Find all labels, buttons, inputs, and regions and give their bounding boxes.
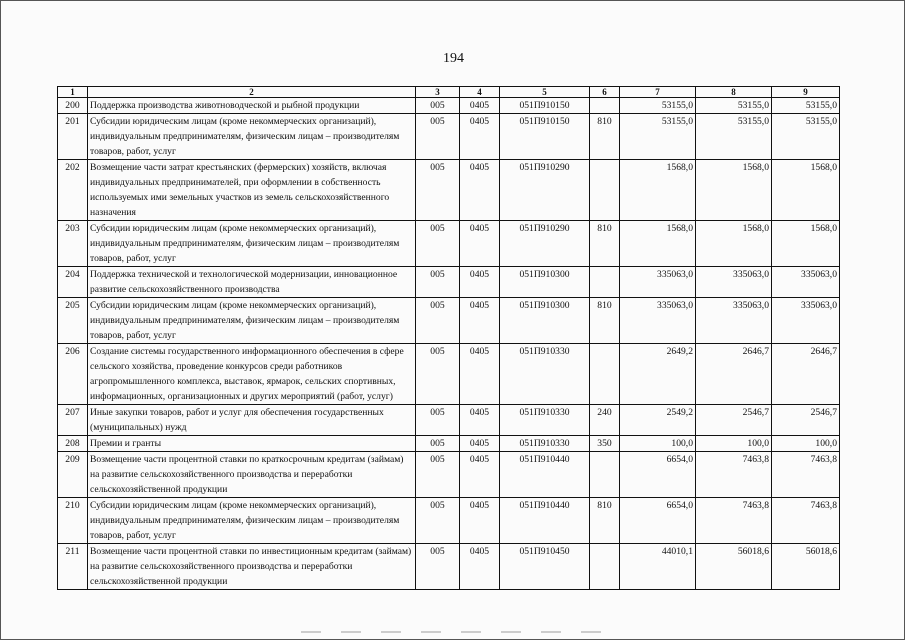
section-code-cell: 0405: [460, 452, 500, 498]
ministry-code-cell: 005: [416, 114, 460, 160]
target-article-cell: 051П910330: [500, 405, 590, 436]
section-code-cell: 0405: [460, 221, 500, 267]
section-code-cell: 0405: [460, 405, 500, 436]
table-row: [58, 267, 840, 298]
amount-col9-cell: 335063,0: [772, 267, 840, 298]
ministry-code-cell: 005: [416, 544, 460, 590]
table-row: [58, 452, 840, 498]
expense-type-cell: 240: [590, 405, 620, 436]
amount-col8-cell: 335063,0: [696, 298, 772, 344]
amount-col7-cell: 2549,2: [620, 405, 696, 436]
table-row: [58, 344, 840, 405]
description-cell: Иные закупки товаров, работ и услуг для обеспечения государственных (муниципальных) нужд: [88, 405, 416, 436]
amount-col7-cell: 335063,0: [620, 267, 696, 298]
amount-col7-cell: 1568,0: [620, 221, 696, 267]
expense-type-cell: 810: [590, 498, 620, 544]
amount-col7-cell: 53155,0: [620, 98, 696, 114]
row-number-cell: 205: [58, 298, 88, 344]
target-article-cell: 051П910440: [500, 452, 590, 498]
table-row: [58, 405, 840, 436]
amount-col9-cell: 1568,0: [772, 160, 840, 221]
ministry-code-cell: 005: [416, 344, 460, 405]
amount-col9-cell: 2646,7: [772, 344, 840, 405]
amount-col9-cell: 335063,0: [772, 298, 840, 344]
expense-type-cell: [590, 344, 620, 405]
target-article-cell: 051П910330: [500, 436, 590, 452]
section-code-cell: 0405: [460, 160, 500, 221]
amount-col9-cell: 7463,8: [772, 498, 840, 544]
row-number-cell: 201: [58, 114, 88, 160]
description-cell: Субсидии юридическим лицам (кроме некоммерческих организаций), индивидуальным предпринимателям, физическим лицам – производителям товаров, работ, услуг: [88, 498, 416, 544]
description-cell: Премии и гранты: [88, 436, 416, 452]
page-number: 194: [443, 51, 464, 66]
section-code-cell: 0405: [460, 298, 500, 344]
row-number-cell: 203: [58, 221, 88, 267]
row-number-cell: 206: [58, 344, 88, 405]
amount-col9-cell: 1568,0: [772, 221, 840, 267]
amount-col9-cell: 53155,0: [772, 98, 840, 114]
amount-col7-cell: 6654,0: [620, 498, 696, 544]
amount-col9-cell: 7463,8: [772, 452, 840, 498]
header-cell-6: 6: [590, 87, 620, 98]
amount-col8-cell: 53155,0: [696, 98, 772, 114]
description-cell: Возмещение части процентной ставки по инвестиционным кредитам (займам) на развитие сельскохозяйственного производства и переработки сельскохозяйственной продукции: [88, 544, 416, 590]
table-row: [58, 498, 840, 544]
budget-table: [57, 86, 840, 590]
amount-col9-cell: 53155,0: [772, 114, 840, 160]
row-number-cell: 211: [58, 544, 88, 590]
table-row: [58, 114, 840, 160]
header-cell-3: 3: [416, 87, 460, 98]
expense-type-cell: 810: [590, 298, 620, 344]
expense-type-cell: 810: [590, 114, 620, 160]
description-cell: Возмещение части затрат крестьянских (фермерских) хозяйств, включая индивидуальных предпринимателей, при оформлении в собственность используемых ими земельных участков из земель сельскохозяйственного назначения: [88, 160, 416, 221]
header-cell-5: 5: [500, 87, 590, 98]
amount-col8-cell: 335063,0: [696, 267, 772, 298]
amount-col7-cell: 44010,1: [620, 544, 696, 590]
ministry-code-cell: 005: [416, 160, 460, 221]
table-row: [58, 221, 840, 267]
header-cell-2: 2: [88, 87, 416, 98]
amount-col9-cell: 56018,6: [772, 544, 840, 590]
expense-type-cell: [590, 544, 620, 590]
ministry-code-cell: 005: [416, 98, 460, 114]
ministry-code-cell: 005: [416, 267, 460, 298]
section-code-cell: 0405: [460, 114, 500, 160]
amount-col8-cell: 1568,0: [696, 160, 772, 221]
section-code-cell: 0405: [460, 544, 500, 590]
row-number-cell: 209: [58, 452, 88, 498]
table-row: [58, 436, 840, 452]
description-cell: Поддержка технической и технологической модернизации, инновационное развитие сельскохозяйственного производства: [88, 267, 416, 298]
target-article-cell: 051П910290: [500, 160, 590, 221]
amount-col8-cell: 56018,6: [696, 544, 772, 590]
description-cell: Создание системы государственного информационного обеспечения в сфере сельского хозяйства, проведение конкурсов среди работников агропромышленного комплекса, выставок, ярмарок, сельских спортивных, информационных, организационных и других мероприятий (работ, услуг): [88, 344, 416, 405]
target-article-cell: 051П910330: [500, 344, 590, 405]
target-article-cell: 051П910150: [500, 114, 590, 160]
header-cell-9: 9: [772, 87, 840, 98]
amount-col7-cell: 2649,2: [620, 344, 696, 405]
table-row: [58, 544, 840, 590]
amount-col7-cell: 1568,0: [620, 160, 696, 221]
amount-col8-cell: 53155,0: [696, 114, 772, 160]
amount-col7-cell: 53155,0: [620, 114, 696, 160]
amount-col8-cell: 100,0: [696, 436, 772, 452]
expense-type-cell: 810: [590, 221, 620, 267]
row-number-cell: 200: [58, 98, 88, 114]
expense-type-cell: 350: [590, 436, 620, 452]
table-row: [58, 160, 840, 221]
expense-type-cell: [590, 160, 620, 221]
description-cell: Поддержка производства животноводческой и рыбной продукции: [88, 98, 416, 114]
target-article-cell: 051П910150: [500, 98, 590, 114]
description-cell: Возмещение части процентной ставки по краткосрочным кредитам (займам) на развитие сельскохозяйственного производства и переработки сельскохозяйственной продукции: [88, 452, 416, 498]
scan-artifact: [301, 631, 601, 633]
header-cell-8: 8: [696, 87, 772, 98]
amount-col9-cell: 100,0: [772, 436, 840, 452]
section-code-cell: 0405: [460, 267, 500, 298]
ministry-code-cell: 005: [416, 452, 460, 498]
amount-col7-cell: 100,0: [620, 436, 696, 452]
target-article-cell: 051П910300: [500, 298, 590, 344]
header-row: [58, 87, 840, 98]
amount-col8-cell: 7463,8: [696, 498, 772, 544]
header-cell-1: 1: [58, 87, 88, 98]
amount-col9-cell: 2546,7: [772, 405, 840, 436]
row-number-cell: 204: [58, 267, 88, 298]
amount-col8-cell: 7463,8: [696, 452, 772, 498]
amount-col8-cell: 1568,0: [696, 221, 772, 267]
ministry-code-cell: 005: [416, 436, 460, 452]
table-row: [58, 98, 840, 114]
row-number-cell: 207: [58, 405, 88, 436]
ministry-code-cell: 005: [416, 298, 460, 344]
amount-col8-cell: 2546,7: [696, 405, 772, 436]
section-code-cell: 0405: [460, 344, 500, 405]
amount-col7-cell: 335063,0: [620, 298, 696, 344]
ministry-code-cell: 005: [416, 405, 460, 436]
ministry-code-cell: 005: [416, 221, 460, 267]
amount-col7-cell: 6654,0: [620, 452, 696, 498]
header-cell-7: 7: [620, 87, 696, 98]
row-number-cell: 202: [58, 160, 88, 221]
section-code-cell: 0405: [460, 498, 500, 544]
expense-type-cell: [590, 98, 620, 114]
description-cell: Субсидии юридическим лицам (кроме некоммерческих организаций), индивидуальным предпринимателям, физическим лицам – производителям товаров, работ, услуг: [88, 221, 416, 267]
header-cell-4: 4: [460, 87, 500, 98]
section-code-cell: 0405: [460, 98, 500, 114]
row-number-cell: 208: [58, 436, 88, 452]
section-code-cell: 0405: [460, 436, 500, 452]
table-header: [58, 87, 840, 98]
description-cell: Субсидии юридическим лицам (кроме некоммерческих организаций), индивидуальным предпринимателям, физическим лицам – производителям товаров, работ, услуг: [88, 298, 416, 344]
amount-col8-cell: 2646,7: [696, 344, 772, 405]
table-row: [58, 298, 840, 344]
target-article-cell: 051П910300: [500, 267, 590, 298]
description-cell: Субсидии юридическим лицам (кроме некоммерческих организаций), индивидуальным предпринимателям, физическим лицам – производителям товаров, работ, услуг: [88, 114, 416, 160]
ministry-code-cell: 005: [416, 498, 460, 544]
target-article-cell: 051П910440: [500, 498, 590, 544]
expense-type-cell: [590, 267, 620, 298]
table-body: [58, 98, 840, 590]
expense-type-cell: [590, 452, 620, 498]
row-number-cell: 210: [58, 498, 88, 544]
target-article-cell: 051П910450: [500, 544, 590, 590]
target-article-cell: 051П910290: [500, 221, 590, 267]
